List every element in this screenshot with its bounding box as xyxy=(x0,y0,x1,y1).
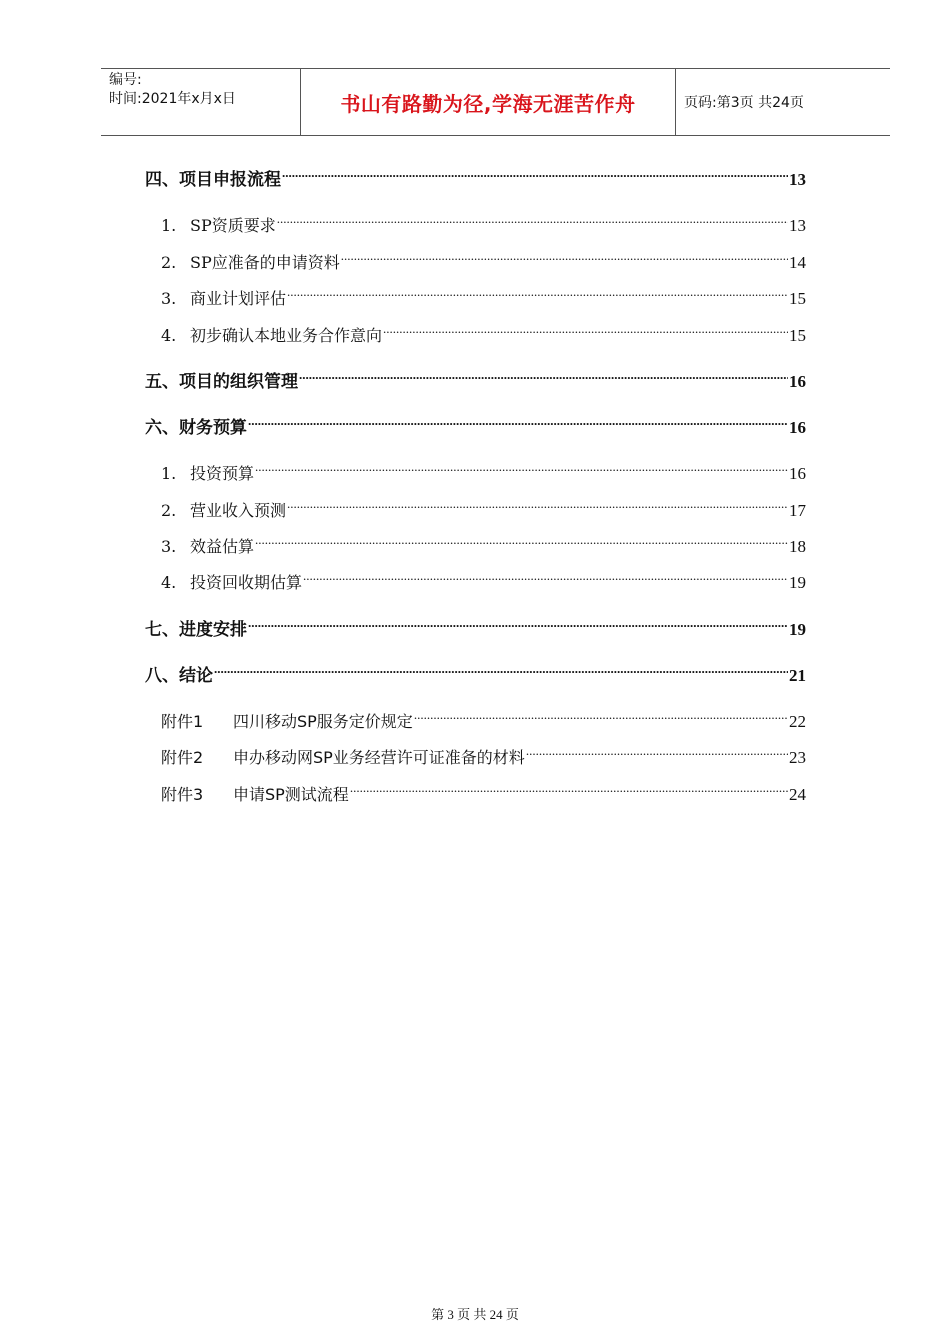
header-motto: 书山有路勤为径,学海无涯苦作舟 xyxy=(301,69,676,135)
toc-entry[interactable] xyxy=(161,774,806,804)
toc-leader-dots xyxy=(277,205,788,231)
toc-entry-page: 17 xyxy=(789,501,806,520)
page-footer: 第 3 页 共 24 页 xyxy=(431,1307,519,1322)
toc-entry[interactable] xyxy=(145,407,806,438)
toc-leader-dots xyxy=(287,278,788,304)
toc-entry-page: 19 xyxy=(789,620,806,639)
document-number-label: 编号: xyxy=(109,72,142,88)
toc-entry-index: 4. xyxy=(161,326,177,345)
toc-entry-label: SP应准备的申请资料 xyxy=(190,253,340,272)
toc-entry-label: 四川移动SP服务定价规定 xyxy=(233,712,413,731)
toc-entry-page: 19 xyxy=(789,573,806,592)
toc-entry-page: 21 xyxy=(789,666,806,685)
toc-entry[interactable] xyxy=(161,526,806,556)
toc-entry-label: SP资质要求 xyxy=(190,216,276,235)
document-time-label: 时间:2021年x月x日 xyxy=(109,91,236,107)
header-meta xyxy=(101,69,301,135)
toc-entry[interactable] xyxy=(145,609,806,640)
toc-entry-label: 八、结论 xyxy=(145,666,213,686)
toc-leader-dots xyxy=(350,774,788,800)
toc-entry[interactable] xyxy=(145,655,806,686)
toc-entry-index: 4. xyxy=(161,573,177,592)
toc-leader-dots xyxy=(214,655,788,681)
toc-entry-page: 14 xyxy=(789,253,806,272)
toc-leader-dots xyxy=(248,407,788,433)
toc-entry-label: 商业计划评估 xyxy=(190,289,287,308)
toc-entry[interactable] xyxy=(161,453,806,483)
toc-entry[interactable] xyxy=(161,737,806,767)
toc-entry-index: 3. xyxy=(161,289,177,308)
page-header xyxy=(101,68,890,136)
toc-entry-page: 15 xyxy=(789,289,806,308)
toc-entry-index: 3. xyxy=(161,537,177,556)
toc-entry-page: 23 xyxy=(789,748,806,767)
toc-entry-page: 15 xyxy=(789,326,806,345)
toc-entry-page: 16 xyxy=(789,464,806,483)
toc-leader-dots xyxy=(248,609,788,635)
toc-entry-label: 四、项目申报流程 xyxy=(145,170,281,190)
toc-entry[interactable] xyxy=(161,278,806,308)
toc-entry-page: 13 xyxy=(789,216,806,235)
toc-entry-page: 16 xyxy=(789,372,806,391)
toc-entry[interactable] xyxy=(161,701,806,731)
toc-leader-dots xyxy=(287,490,788,516)
toc-entry[interactable] xyxy=(145,361,806,392)
toc-leader-dots xyxy=(383,315,788,341)
toc-entry-page: 18 xyxy=(789,537,806,556)
toc-entry-index: 1. xyxy=(161,216,177,235)
toc-leader-dots xyxy=(414,701,788,727)
toc-entry-label: 投资回收期估算 xyxy=(190,573,303,592)
toc-entry-label: 六、财务预算 xyxy=(145,418,247,438)
toc-leader-dots xyxy=(255,453,788,479)
toc-entry-label: 营业收入预测 xyxy=(190,501,287,520)
toc-entry[interactable] xyxy=(161,315,806,345)
toc-entry-index: 2. xyxy=(161,501,177,520)
toc-entry[interactable] xyxy=(161,562,806,592)
toc-entry-label: 效益估算 xyxy=(190,537,255,556)
toc-entry[interactable] xyxy=(161,205,806,235)
toc-leader-dots xyxy=(526,737,788,763)
toc-entry-index: 附件3 xyxy=(161,785,204,804)
toc-entry[interactable] xyxy=(161,242,806,272)
toc-entry-label: 初步确认本地业务合作意向 xyxy=(190,326,383,345)
toc-entry-index: 1. xyxy=(161,464,177,483)
toc-leader-dots xyxy=(282,159,788,185)
toc-leader-dots xyxy=(299,361,788,387)
toc-entry-label: 申办移动网SP业务经营许可证准备的材料 xyxy=(233,748,525,767)
toc-entry-index: 2. xyxy=(161,253,177,272)
header-page-label: 页码:第3页 共24页 xyxy=(684,95,804,111)
toc-entry-page: 24 xyxy=(789,785,806,804)
toc-entry-label: 五、项目的组织管理 xyxy=(145,372,298,392)
toc-entry-page: 22 xyxy=(789,712,806,731)
toc-entry-label: 申请SP测试流程 xyxy=(233,785,349,804)
toc-leader-dots xyxy=(255,526,788,552)
toc-leader-dots xyxy=(303,562,788,588)
toc-entry-label: 投资预算 xyxy=(190,464,255,483)
toc-leader-dots xyxy=(341,242,788,268)
toc-entry[interactable] xyxy=(145,159,806,190)
toc-entry-label: 七、进度安排 xyxy=(145,620,247,640)
toc-entry[interactable] xyxy=(161,490,806,520)
toc-entry-page: 13 xyxy=(789,170,806,189)
toc-entry-page: 16 xyxy=(789,418,806,437)
toc-entry-index: 附件2 xyxy=(161,748,204,767)
toc-entry-index: 附件1 xyxy=(161,712,204,731)
